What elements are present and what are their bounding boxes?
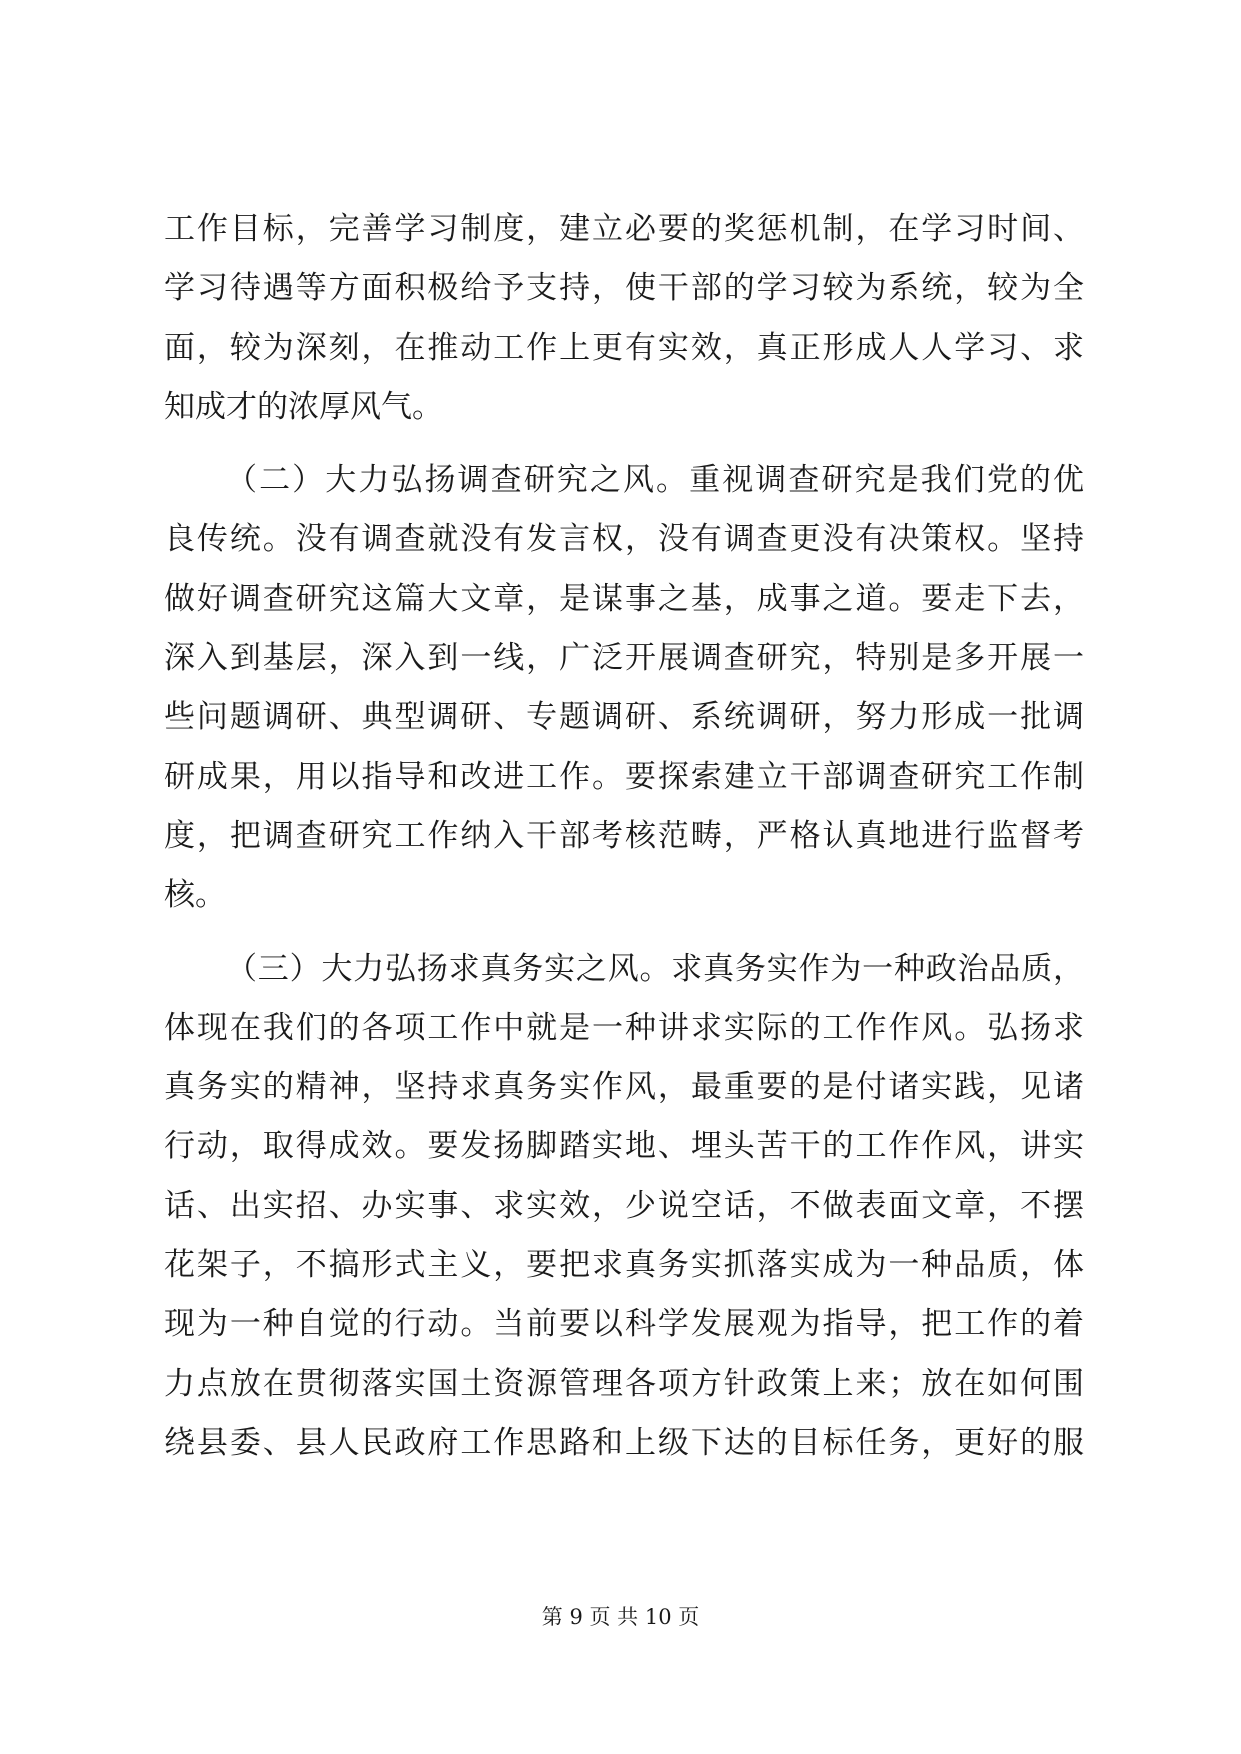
text-line: 核。 bbox=[164, 877, 226, 914]
paragraph-2 bbox=[164, 451, 1084, 925]
text-line: 度，把调查研究工作纳入干部考核范畴，严格认真地进行监督考 bbox=[164, 817, 1084, 854]
text-line: 知成才的浓厚风气。 bbox=[164, 388, 443, 425]
text-line: （三）大力弘扬求真务实之风。求真务实作为一种政治品质， bbox=[226, 950, 1084, 987]
text-line: 学习待遇等方面积极给予支持，使干部的学习较为系统，较为全 bbox=[164, 270, 1084, 307]
text-line: 研成果，用以指导和改进工作。要探索建立干部调查研究工作制 bbox=[164, 758, 1084, 795]
document-body bbox=[164, 200, 1084, 1473]
page-footer: 第 9 页 共 10 页 bbox=[541, 1605, 700, 1629]
paragraph-1 bbox=[164, 200, 1084, 437]
text-line: 绕县委、县人民政府工作思路和上级下达的目标任务，更好的服 bbox=[164, 1424, 1084, 1461]
paragraph-3 bbox=[164, 940, 1084, 1474]
text-line: 些问题调研、典型调研、专题调研、系统调研，努力形成一批调 bbox=[164, 699, 1084, 736]
text-line: 体现在我们的各项工作中就是一种讲求实际的工作作风。弘扬求 bbox=[164, 1009, 1084, 1046]
text-line: 力点放在贯彻落实国土资源管理各项方针政策上来；放在如何围 bbox=[164, 1365, 1084, 1402]
paragraph-spacer bbox=[164, 926, 1084, 940]
text-line: 深入到基层，深入到一线，广泛开展调查研究，特别是多开展一 bbox=[164, 640, 1084, 677]
text-line: （二）大力弘扬调查研究之风。重视调查研究是我们党的优 bbox=[226, 462, 1084, 499]
text-line: 工作目标，完善学习制度，建立必要的奖惩机制，在学习时间、 bbox=[164, 211, 1084, 247]
text-line: 真务实的精神，坚持求真务实作风，最重要的是付诸实践，见诸 bbox=[164, 1069, 1084, 1106]
text-line: 现为一种自觉的行动。当前要以科学发展观为指导，把工作的着 bbox=[164, 1306, 1084, 1343]
text-line: 面，较为深刻，在推动工作上更有实效，真正形成人人学习、求 bbox=[164, 329, 1084, 366]
paragraph-spacer bbox=[164, 437, 1084, 451]
text-line: 行动，取得成效。要发扬脚踏实地、埋头苦干的工作作风，讲实 bbox=[164, 1128, 1084, 1165]
text-line: 花架子，不搞形式主义，要把求真务实抓落实成为一种品质，体 bbox=[164, 1247, 1084, 1284]
text-line: 话、出实招、办实事、求实效，少说空话，不做表面文章，不摆 bbox=[164, 1187, 1084, 1224]
text-line: 良传统。没有调查就没有发言权，没有调查更没有决策权。坚持 bbox=[164, 521, 1084, 558]
text-line: 做好调查研究这篇大文章，是谋事之基，成事之道。要走下去， bbox=[164, 580, 1084, 617]
